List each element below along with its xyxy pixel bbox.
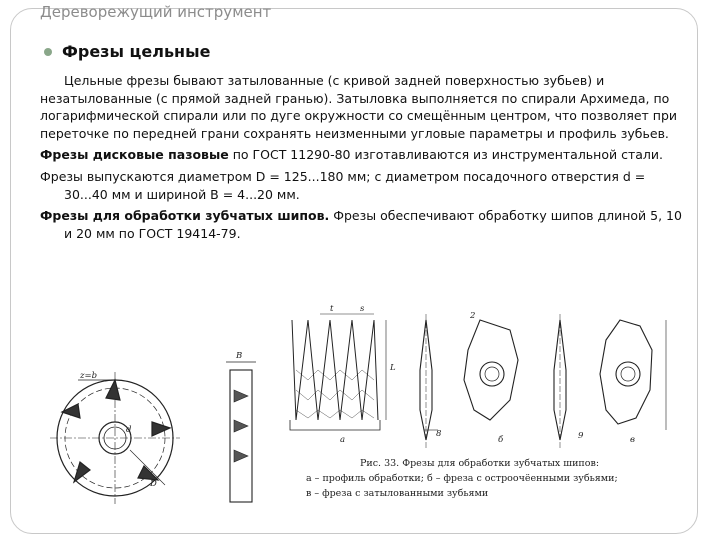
label-v: в <box>630 435 635 445</box>
cutter-sharp-teeth-b <box>420 314 518 450</box>
term-tenon-cutters: Фрезы для обработки зубчатых шипов. <box>40 208 330 224</box>
figure-caption-line-3: в – фреза с затылованными зубьями <box>306 488 489 499</box>
label-2: 2 <box>470 311 476 321</box>
paragraph-dimensions: Фрезы выпускаются диаметром D = 125...180 мм; с диаметром посадочного отверстия d = 30...40 мм и шириной B = 4...20 мм. <box>40 168 646 202</box>
label-a: а <box>340 435 346 445</box>
section-subtitle: Фрезы цельные <box>62 42 211 61</box>
disk-cutter-front-view <box>50 372 180 504</box>
label-b: б <box>498 435 504 445</box>
label-d-small: d <box>126 425 132 435</box>
figure-drawings <box>40 300 680 512</box>
body-text <box>40 72 690 246</box>
cutter-relieved-teeth-v <box>554 314 666 450</box>
label-s: s <box>360 304 365 314</box>
label-z-b: z=b <box>80 371 98 381</box>
term-disk-cutters: Фрезы дисковые пазовые <box>40 147 229 163</box>
slide-title: Дереворежущий инструмент <box>40 3 272 21</box>
figure-caption-line-1: Рис. 33. Фрезы для обработки зубчатых шипов: <box>360 458 600 469</box>
label-D-big: D <box>150 479 157 489</box>
figure-caption-line-2: а – профиль обработки; б – фреза с остроочёенными зубьями; <box>306 473 618 484</box>
paragraph-intro: Цельные фрезы бывают затылованные (с кривой задней поверхностью зубьев) и незатылованные (с прямой задней гранью). Затыловка выполняется по спирали Архимеда, по логарифмической спирали или по дуге окружности со смещённым центром, что позволяет при переточке по передней грани сохранять неизменными угловые параметры и профиль зубьев. <box>40 73 678 141</box>
label-t: t <box>330 304 334 314</box>
label-9: 9 <box>578 431 584 441</box>
disk-cutter-side-view <box>226 362 256 502</box>
bullet-icon <box>44 48 52 56</box>
paragraph-disk-cutters-text: по ГОСТ 11290-80 изготавливаются из инструментальной стали. <box>228 147 663 163</box>
paragraph-tenon-cutters <box>40 207 690 242</box>
profile-drawing-a <box>290 314 386 430</box>
label-B: B <box>236 351 243 361</box>
paragraph-tenon-cutters-text: Фрезы обеспечивают обработку шипов длиной 5, 10 и 20 мм по ГОСТ 19414-79. <box>64 208 682 241</box>
figure-svg <box>40 300 680 512</box>
paragraph-disk-cutters <box>40 146 690 164</box>
label-L: L <box>390 363 396 373</box>
label-8: 8 <box>436 429 442 439</box>
